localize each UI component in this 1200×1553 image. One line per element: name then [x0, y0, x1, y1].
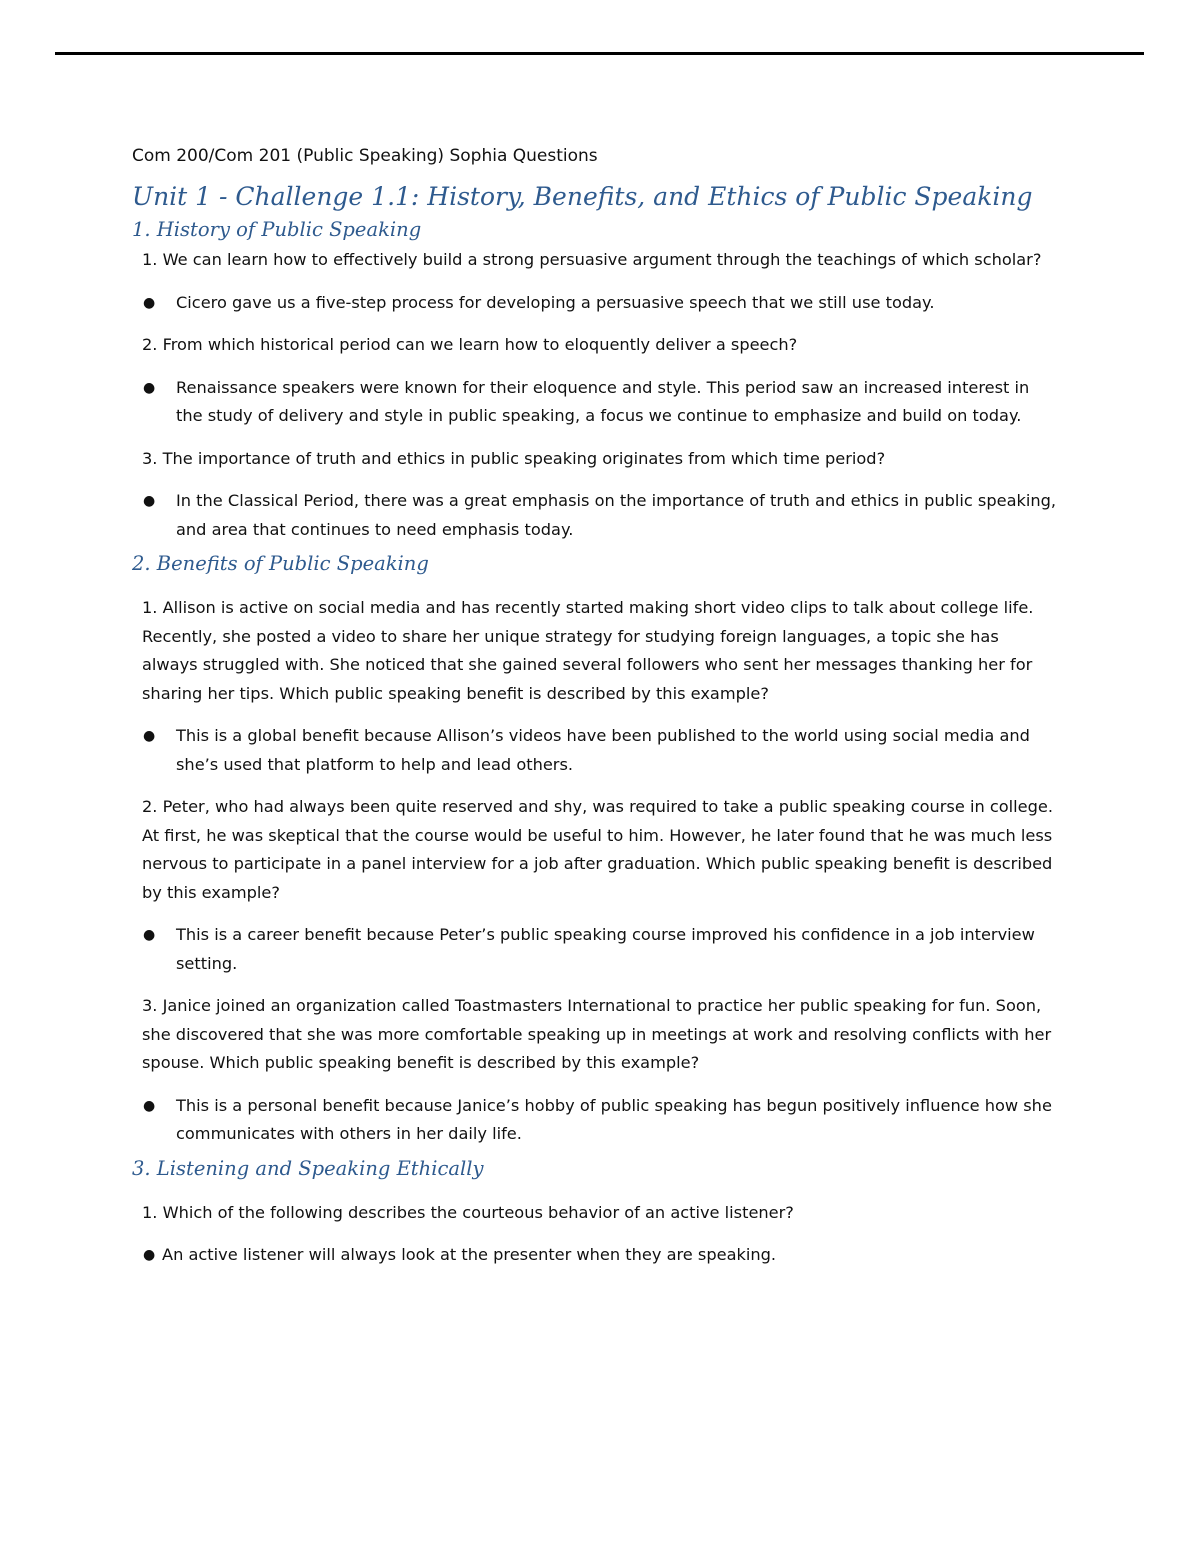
question: 3. The importance of truth and ethics in public speaking originates from which time period?: [142, 448, 886, 468]
section-history: [132, 214, 1057, 544]
header-rule: [55, 52, 1144, 55]
section-heading: 1. History of Public Speaking: [132, 218, 422, 241]
section-benefits: [132, 548, 1057, 1149]
question: 2. Peter, who had always been quite reserved and shy, was required to take a public speaking course in college. At first, he was skeptical that the course would be useful to him. However, he later found that he was much less nervous to participate in a panel interview for a job after graduation. Which public speaking benefit is described by this example?: [142, 797, 1054, 902]
answer-text: This is a career benefit because Peter’s public speaking course improved his confidence in a job interview setting.: [176, 925, 1035, 973]
answer-text: An active listener will always look at the presenter when they are speaking.: [162, 1245, 777, 1264]
answer-bullet: [132, 1092, 1057, 1149]
answer-bullet: [132, 487, 1057, 544]
answer-bullet: [132, 289, 1057, 318]
answer-text: This is a personal benefit because Janice’s hobby of public speaking has begun positively influence how she communicates with others in her daily life.: [176, 1095, 1052, 1143]
question: 3. Janice joined an organization called Toastmasters International to practice her public speaking for fun. Soon, she discovered that she was more comfortable speaking up in meetings at work and resolving conflicts with her spouse. Which public speaking benefit is described by this example?: [142, 996, 1052, 1072]
answer-text: Renaissance speakers were known for their eloquence and style. This period saw an increased interest in the study of delivery and style in public speaking, a focus we continue to emphasize and build on today.: [176, 377, 1030, 425]
section-heading: 3. Listening and Speaking Ethically: [132, 1156, 484, 1180]
question: 2. From which historical period can we learn how to eloquently deliver a speech?: [142, 335, 798, 354]
unit-heading: Unit 1 - Challenge 1.1: History, Benefits, and Ethics of Public Speaking: [132, 182, 1033, 211]
question: 1. Which of the following describes the courteous behavior of an active listener?: [142, 1202, 794, 1222]
question: 1. Allison is active on social media and has recently started making short video clips to talk about college life. Recently, she posted a video to share her unique strategy for studying foreign languages, a topic she has always struggled with. She noticed that she gained several followers who sent her messages thanking her for sharing her tips. Which public speaking benefit is described by this example?: [142, 598, 1034, 703]
answer-bullet: [132, 921, 1057, 978]
document-title: Com 200/Com 201 (Public Speaking) Sophia Questions: [132, 146, 598, 166]
answer-bullet: [132, 722, 1057, 779]
section-heading: 2. Benefits of Public Speaking: [132, 552, 429, 575]
answer-text: Cicero gave us a five-step process for developing a persuasive speech that we still use today.: [176, 292, 935, 312]
answer-bullet: [132, 374, 1057, 431]
question: 1. We can learn how to effectively build a strong persuasive argument through the teachings of which scholar?: [142, 250, 1042, 269]
answer-bullet: [132, 1241, 1057, 1270]
answer-text: In the Classical Period, there was a great emphasis on the importance of truth and ethics in public speaking, and area that continues to need emphasis today.: [176, 491, 1057, 539]
bullet-icon: ●: [143, 728, 156, 744]
section-listening: [132, 1153, 1057, 1270]
document-page: [132, 142, 1057, 1284]
bullet-icon: ●: [143, 379, 156, 396]
bullet-icon: ●: [143, 1097, 156, 1114]
bullet-icon: ●: [143, 493, 156, 509]
answer-text: This is a global benefit because Allison’s videos have been published to the world using social media and she’s used that platform to help and lead others.: [176, 726, 1030, 774]
bullet-icon: ●: [143, 1247, 156, 1263]
bullet-icon: ●: [143, 294, 156, 311]
bullet-icon: ●: [143, 927, 156, 943]
